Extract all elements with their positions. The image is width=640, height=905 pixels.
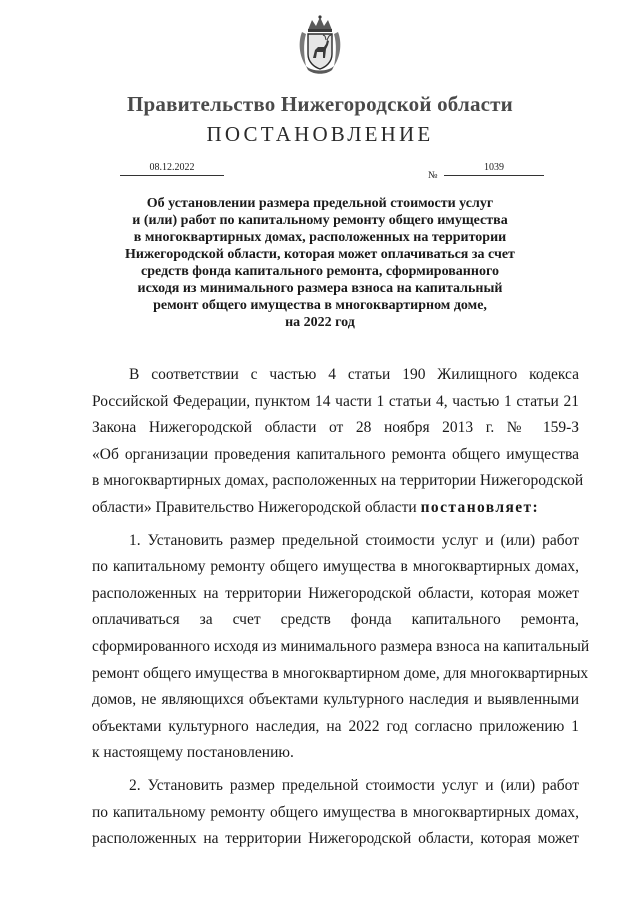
document-subject: [100, 195, 540, 331]
number-sign: №: [428, 170, 438, 181]
subject-line: исходя из минимального размера взноса на капитальный: [137, 281, 503, 296]
text-line: к настоящему постановлению.: [92, 744, 294, 762]
subject-line: Нижегородской области, которая может оплачиваться за счет: [125, 247, 515, 262]
subject-line: ремонт общего имущества в многоквартирном доме,: [153, 298, 487, 313]
coat-of-arms-icon: [296, 14, 344, 76]
text-line: по капитальному ремонту общего имущества в многоквартирных домах,: [92, 558, 579, 576]
paragraph-item-2: [92, 773, 579, 853]
subject-line: Об установлении размера предельной стоимости услуг: [146, 196, 494, 211]
text-line: «Об организации проведения капитального ремонта общего имущества: [92, 445, 579, 463]
resolution-keyword: постановляет:: [420, 498, 540, 516]
document-date: 08.12.2022: [120, 162, 224, 176]
text-line: расположенных на территории Нижегородской области, которая может: [92, 830, 579, 848]
text-line: по капитальному ремонту общего имущества в многоквартирных домах,: [92, 803, 579, 821]
text-line: Российской Федерации, пунктом 14 части 1 статьи 4, частью 1 статьи 21: [92, 392, 579, 410]
paragraph-item-1: [92, 528, 590, 767]
subject-line: в многоквартирных домах, расположенных на территории: [133, 230, 507, 245]
text-fragment: области» Правительство Нижегородской области: [92, 498, 417, 516]
text-line: Закона Нижегородской области от 28 ноября 2013 г. № 159-З: [92, 419, 579, 437]
text-line: [92, 495, 579, 522]
text-line: домов, не являющихся объектами культурного наследия и выявленными: [92, 691, 579, 709]
text-line: объектами культурного наследия, на 2022 год согласно приложению 1: [92, 717, 579, 735]
text-line: 1. Установить размер предельной стоимости услуг и (или) работ: [129, 531, 579, 549]
subject-line: на 2022 год: [285, 315, 355, 330]
text-line: В соответствии с частью 4 статьи 190 Жилищного кодекса: [129, 366, 579, 383]
text-line: 2. Установить размер предельной стоимости услуг и (или) работ: [129, 776, 579, 794]
text-line: в многоквартирных домах, расположенных на территории Нижегородской: [92, 472, 584, 490]
document-number: 1039: [444, 162, 544, 176]
text-line: оплачиваться за счет средств фонда капитального ремонта,: [92, 611, 579, 629]
subject-line: и (или) работ по капитальному ремонту общего имущества: [132, 213, 508, 228]
text-line: ремонт общего имущества в многоквартирном доме, для многоквартирных: [92, 664, 589, 682]
text-line: сформированного исходя из минимального размера взноса на капитальный: [92, 637, 590, 655]
paragraph-preamble: [92, 362, 584, 522]
subject-line: средств фонда капитального ремонта, сформированного: [141, 264, 499, 279]
document-type: ПОСТАНОВЛЕНИЕ: [206, 122, 434, 146]
government-title: Правительство Нижегородской области: [127, 92, 513, 116]
document-body: [92, 362, 590, 853]
text-line: расположенных на территории Нижегородской области, которая может: [92, 584, 579, 602]
